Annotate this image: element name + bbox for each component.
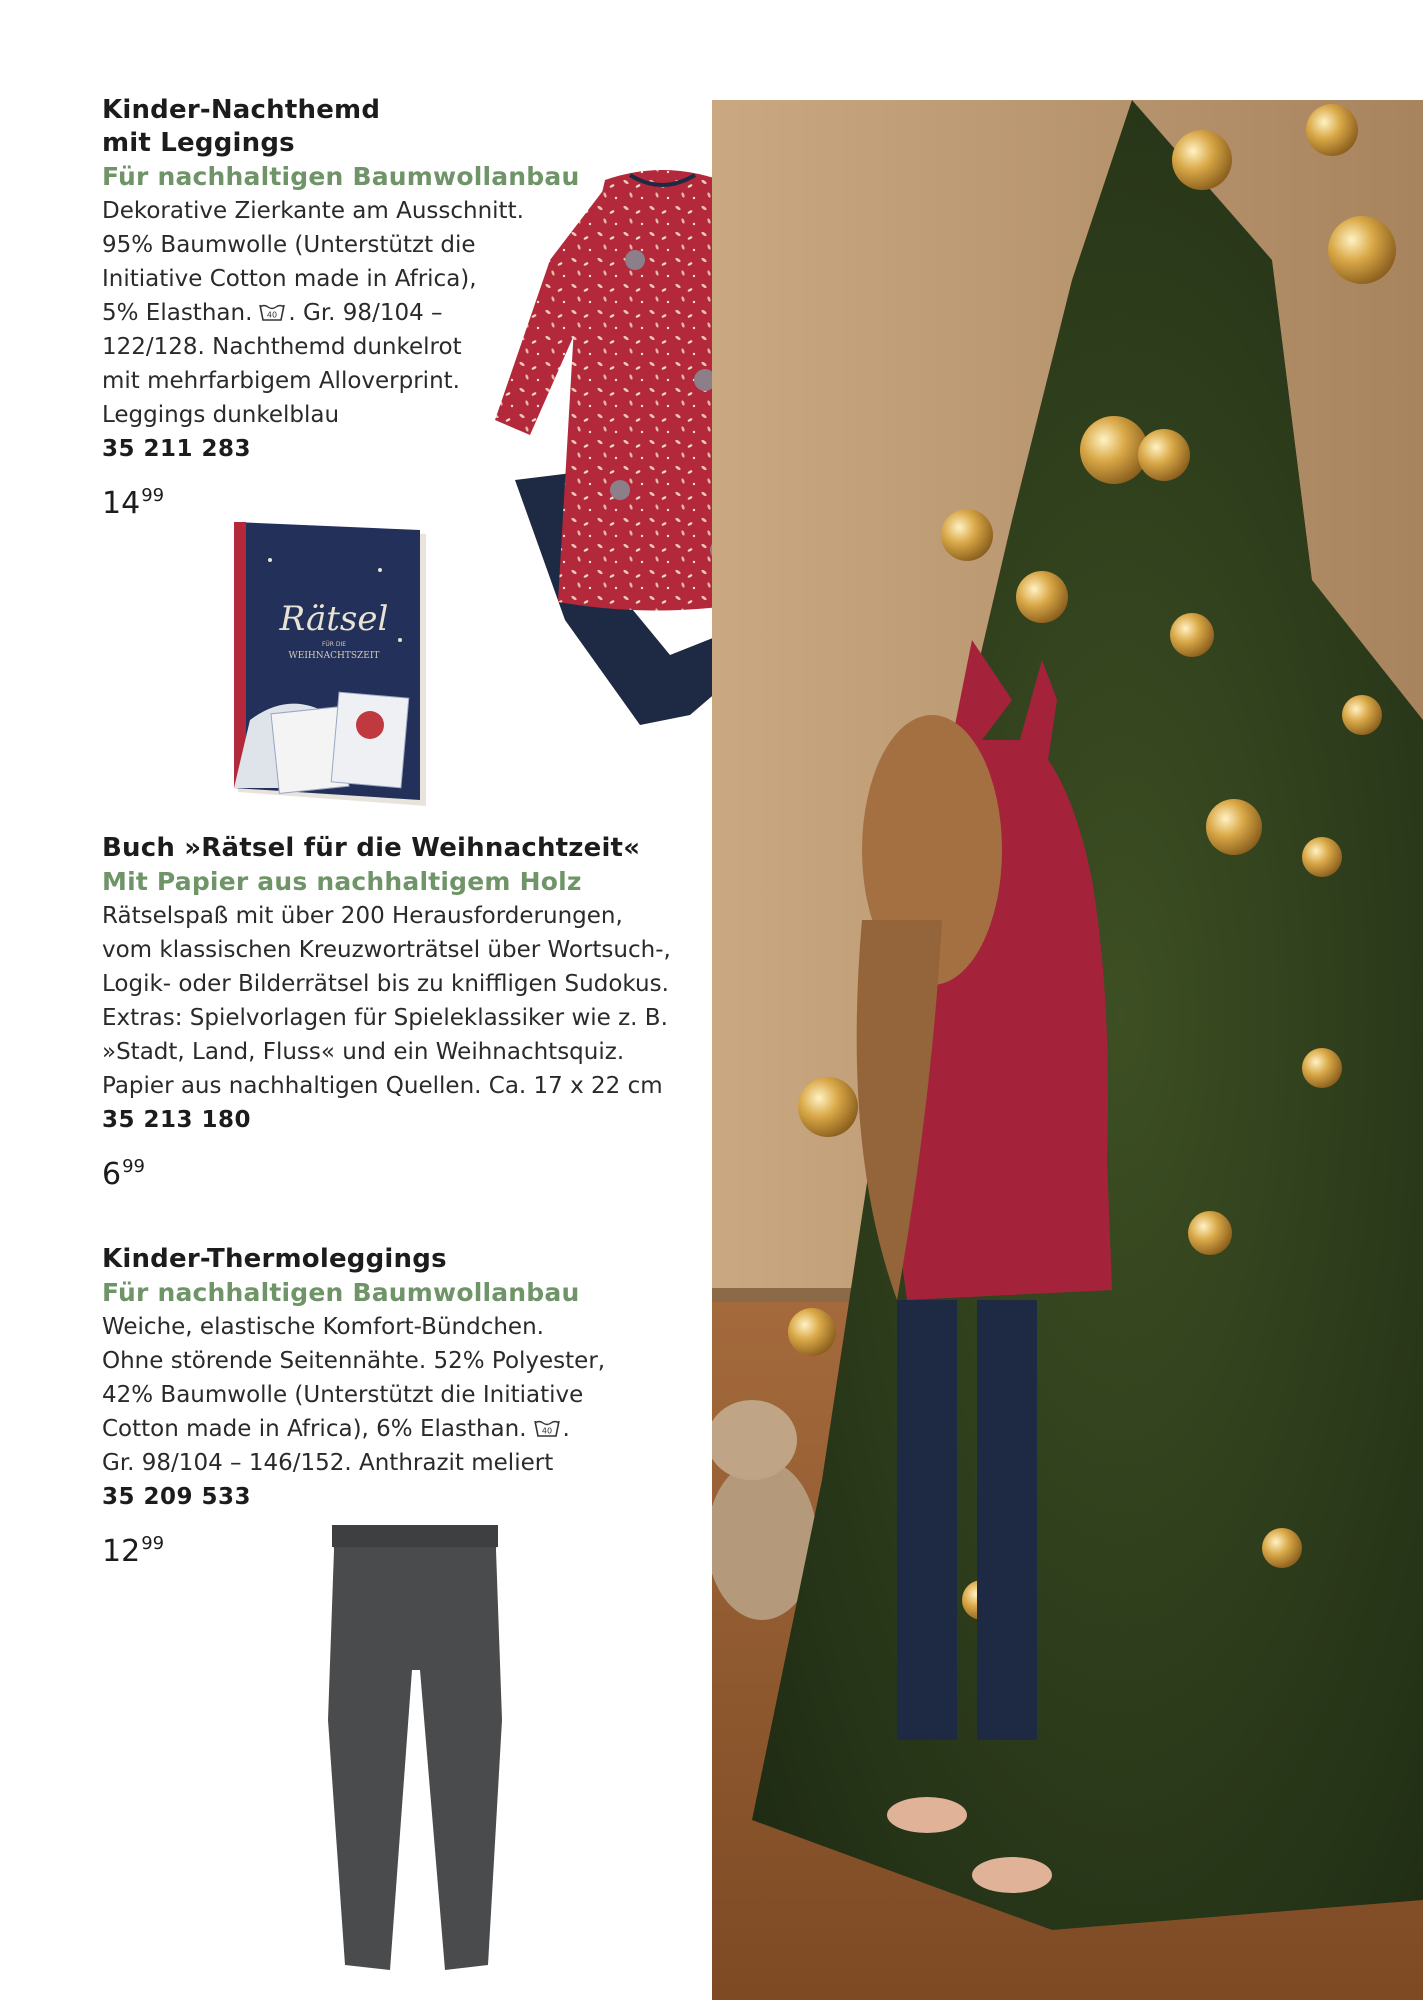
price-cents: 99: [141, 485, 165, 506]
gold-ornament: [788, 1308, 836, 1356]
gold-ornament: [1306, 104, 1358, 156]
product-title: Buch »Rätsel für die Weihnachtzeit«: [102, 833, 641, 863]
gold-ornament: [1080, 416, 1148, 484]
wash-temperature: 40: [267, 310, 278, 320]
gold-ornament: [1172, 130, 1232, 190]
product-subtitle: Für nachhaltigen Baumwollanbau: [102, 162, 580, 191]
puzzle-sheet: [331, 692, 409, 788]
book-subtitle: WEIHNACHTSZEIT: [288, 651, 380, 661]
product-title: Kinder-Nachthemd mit Leggings: [102, 95, 381, 158]
description-line: 122/128. Nachthemd dunkelrot: [102, 334, 462, 360]
wash-temperature: 40: [541, 1426, 552, 1436]
grey-leggings: [328, 1525, 502, 1970]
gold-ornament: [941, 509, 993, 561]
waistband: [332, 1525, 498, 1547]
wash-40-degrees-icon: [258, 302, 286, 322]
product-subtitle: Für nachhaltigen Baumwollanbau: [102, 1278, 580, 1307]
description-line: »Stadt, Land, Fluss« und ein Weihnachtsquiz.: [102, 1039, 625, 1065]
child-leggings: [977, 1300, 1037, 1740]
description-line: vom klassischen Kreuzworträtsel über Wortsuch-,: [102, 937, 671, 963]
gold-ornament: [798, 1077, 858, 1137]
child-foot: [887, 1797, 967, 1833]
description-line: Rätselspaß mit über 200 Herausforderungen,: [102, 903, 623, 929]
description-line: 95% Baumwolle (Unterstützt die: [102, 232, 476, 258]
child-foot: [972, 1857, 1052, 1893]
description-line: Gr. 98/104 – 146/152. Anthrazit meliert: [102, 1450, 554, 1476]
print-motif: [610, 480, 630, 500]
wash-40-degrees-icon: [533, 1418, 561, 1438]
grey-thermo-leggings-image: [320, 1520, 510, 1980]
product-title: Kinder-Thermoleggings: [102, 1244, 447, 1274]
gold-ornament: [1262, 1528, 1302, 1568]
extras-badge: [356, 711, 384, 739]
price: [102, 1147, 702, 1195]
book-title: Rätsel: [279, 599, 389, 639]
christmas-tree-photo: [712, 100, 1423, 2000]
gold-ornament: [1342, 695, 1382, 735]
star: [398, 638, 402, 642]
description-line: Leggings dunkelblau: [102, 402, 340, 428]
star: [268, 558, 272, 562]
star: [378, 568, 382, 572]
description-line: Initiative Cotton made in Africa),: [102, 266, 477, 292]
article-number: 35 213 180: [102, 1107, 252, 1133]
description-line: mit mehrfarbigem Alloverprint.: [102, 368, 460, 394]
description-text: .: [562, 1416, 570, 1442]
print-motif: [625, 250, 645, 270]
gold-ornament: [1302, 837, 1342, 877]
description-line: [102, 1412, 702, 1446]
puzzle-book-image: [230, 520, 435, 810]
description-line: Dekorative Zierkante am Ausschnitt.: [102, 198, 524, 224]
price-cents: 99: [122, 1156, 145, 1177]
gold-ornament: [1206, 799, 1262, 855]
gold-ornament: [1138, 429, 1190, 481]
description-line: Weiche, elastische Komfort-Bündchen.: [102, 1314, 544, 1340]
price-euros: 14: [102, 486, 141, 521]
gold-ornament: [1170, 613, 1214, 657]
gold-ornament: [1188, 1211, 1232, 1255]
gold-ornament: [1302, 1048, 1342, 1088]
product-subtitle: Mit Papier aus nachhaltigem Holz: [102, 867, 582, 896]
description-text: . Gr. 98/104 –: [288, 300, 443, 326]
description-line: Ohne störende Seitennähte. 52% Polyester,: [102, 1348, 606, 1374]
description-line: Logik- oder Bilderrätsel bis zu kniffligen Sudokus.: [102, 971, 669, 997]
description-text: Cotton made in Africa), 6% Elasthan.: [102, 1416, 527, 1442]
price-euros: 6: [102, 1157, 122, 1192]
book-small-text: FÜR DIE: [321, 641, 347, 648]
product-puzzle-book: [102, 832, 702, 1195]
gold-ornament: [1016, 571, 1068, 623]
description-line: Extras: Spielvorlagen für Spieleklassiker wie z. B.: [102, 1005, 668, 1031]
price-cents: 99: [141, 1533, 165, 1554]
description-line: Papier aus nachhaltigen Quellen. Ca. 17 x 22 cm: [102, 1073, 663, 1099]
price-euros: 12: [102, 1534, 141, 1569]
description-text: 5% Elasthan.: [102, 300, 253, 326]
article-number: 35 211 283: [102, 436, 252, 462]
child-leggings: [897, 1300, 957, 1740]
gold-ornament: [1328, 216, 1396, 284]
description-line: 42% Baumwolle (Unterstützt die Initiative: [102, 1382, 584, 1408]
article-number: 35 209 533: [102, 1484, 252, 1510]
